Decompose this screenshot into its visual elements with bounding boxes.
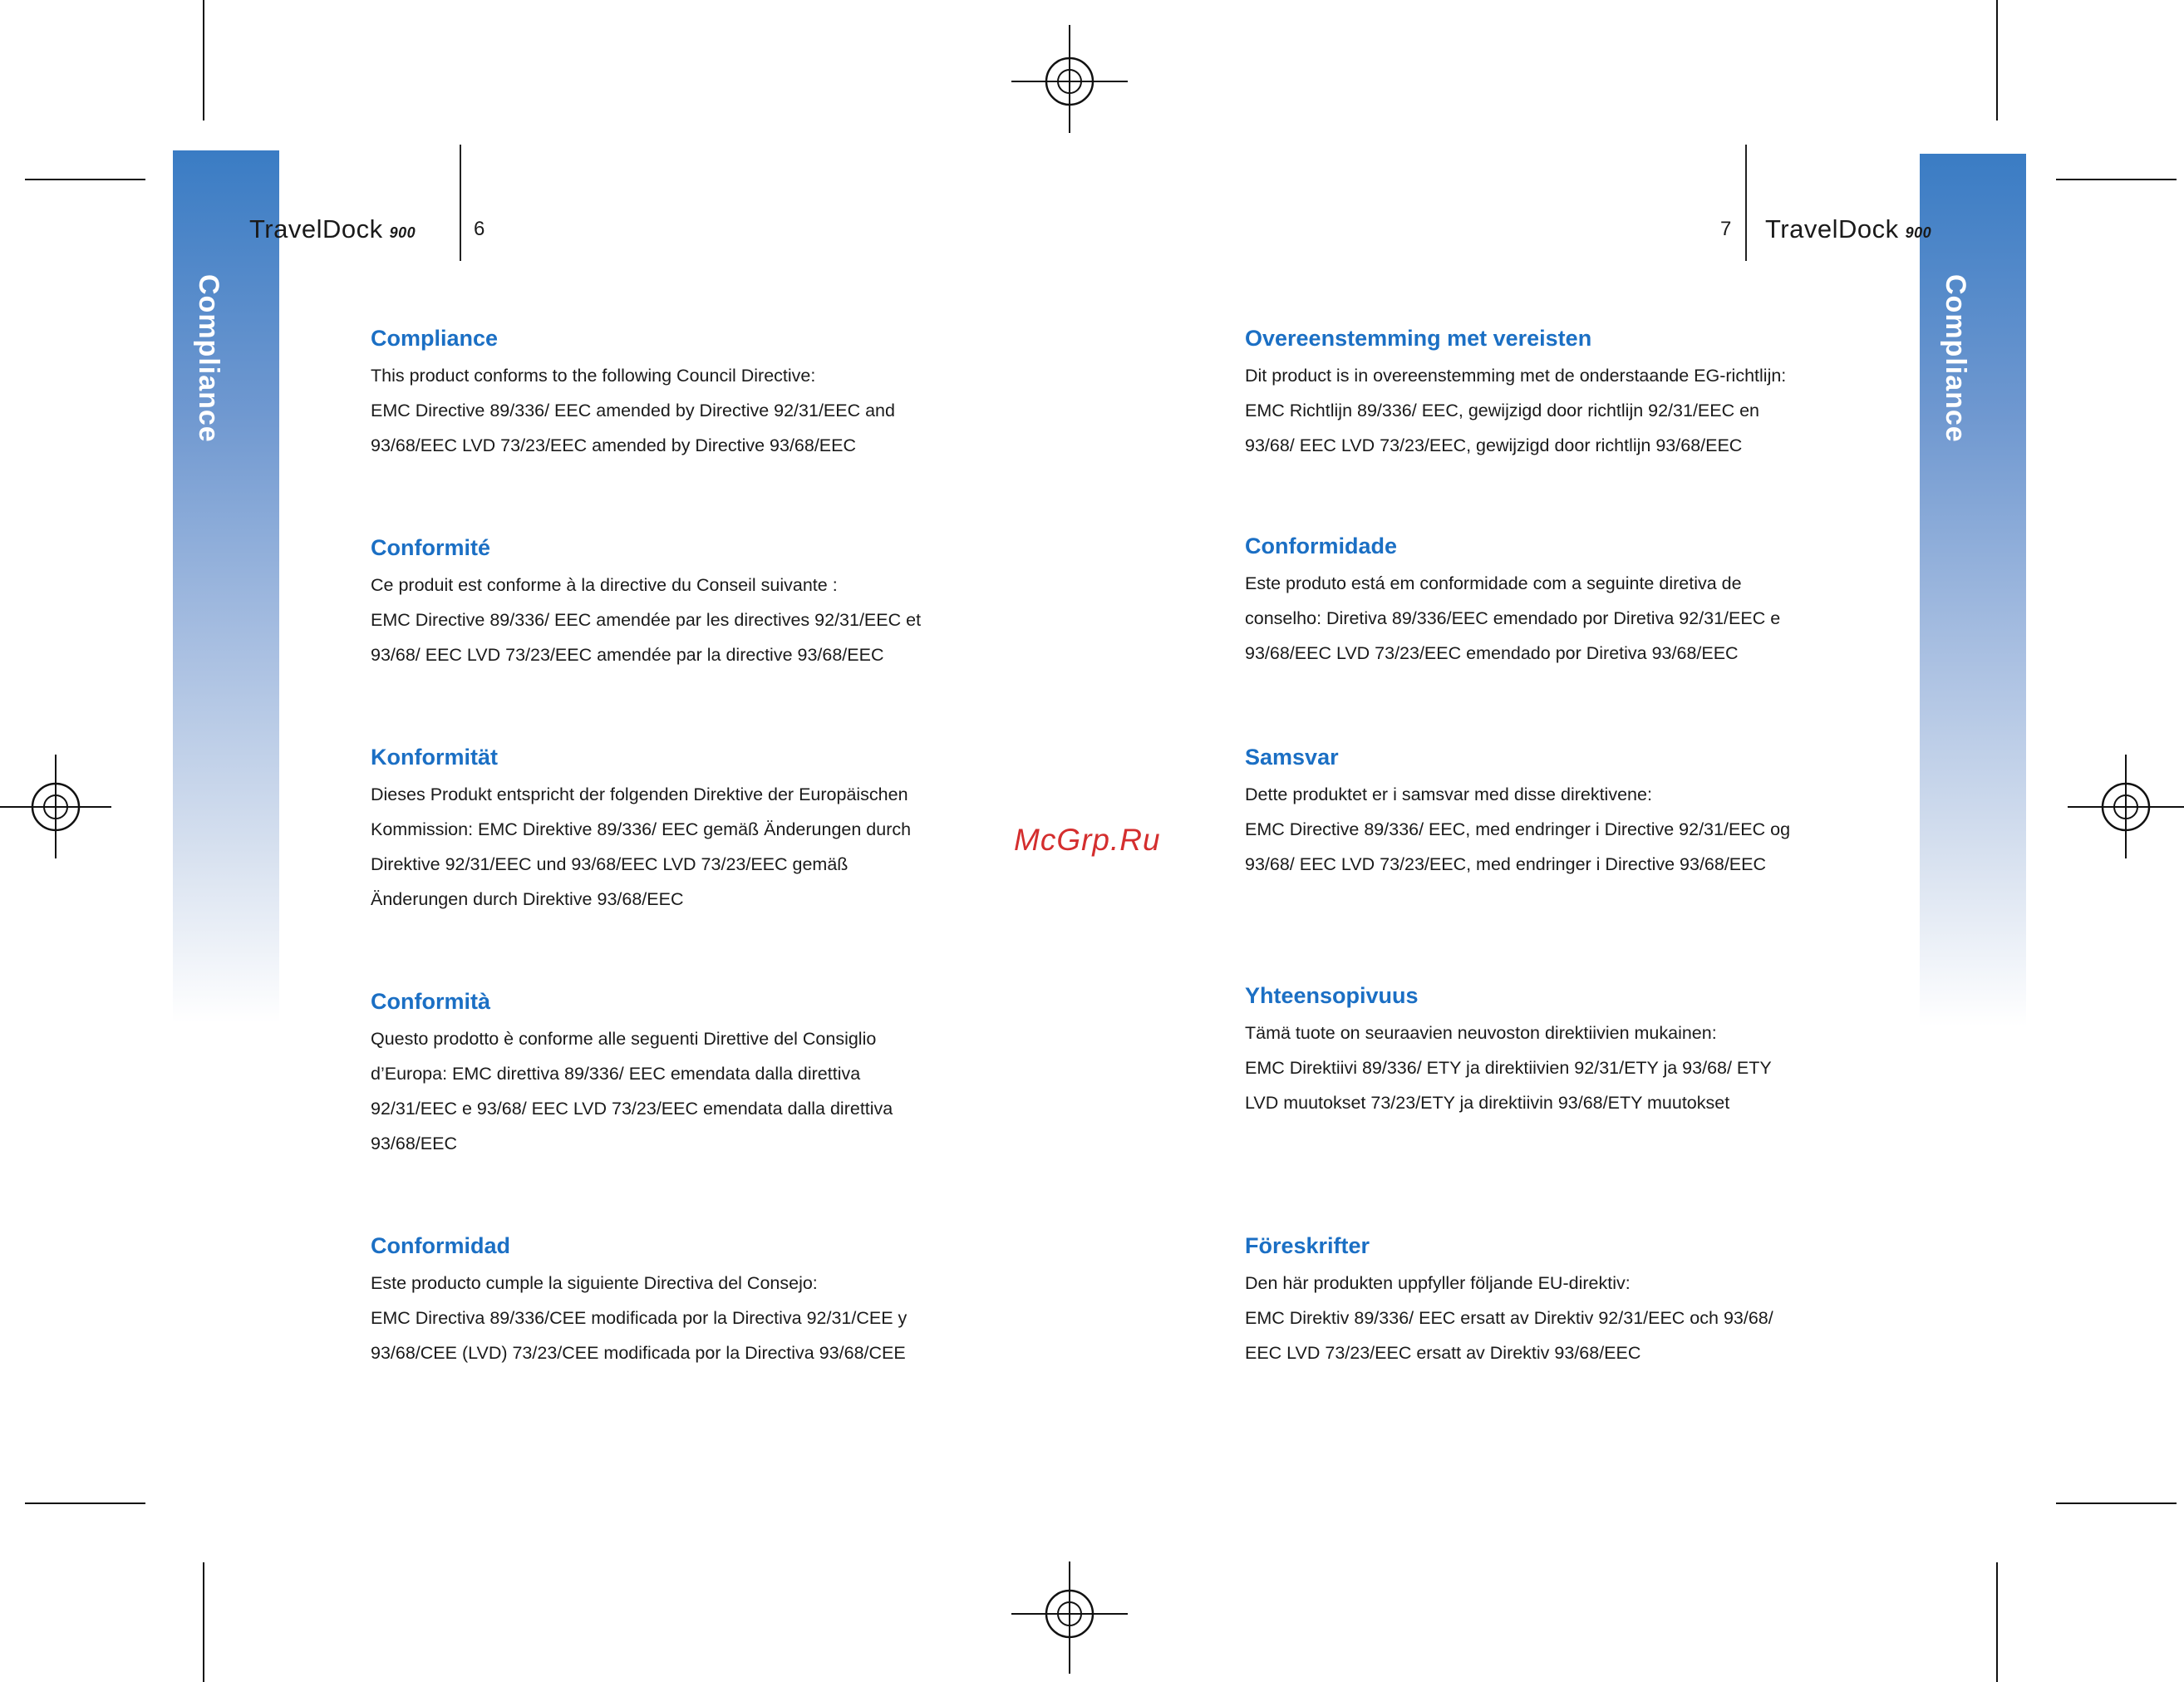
registration-mark-left-icon [0, 750, 116, 867]
brand-name-left: TravelDock [249, 214, 383, 243]
section-line: This product conforms to the following Council Directive: [371, 366, 816, 386]
crop-mark-bottom-right-vertical [1996, 1562, 1998, 1682]
brand-logo-right [1765, 214, 1931, 244]
section-compliance-de [371, 745, 952, 917]
section-line: Este produto está em conformidade com a seguinte diretiva de [1245, 573, 1742, 593]
section-line: 93/68/EEC [371, 1134, 457, 1153]
section-line: EMC Directive 89/336/ EEC amended by Directive 92/31/EEC and [371, 401, 895, 420]
section-line: EMC Richtlijn 89/336/ EEC, gewijzigd door richtlijn 92/31/EEC en [1245, 401, 1760, 420]
section-heading: Samsvar [1245, 745, 1339, 770]
section-line: 93/68/EEC LVD 73/23/EEC amended by Directive 93/68/EEC [371, 435, 857, 455]
section-compliance-fi [1245, 983, 1827, 1120]
section-line: Este producto cumple la siguiente Directiva del Consejo: [371, 1273, 818, 1293]
page-number-right: 7 [1720, 218, 1732, 240]
section-heading: Compliance [371, 326, 499, 351]
section-heading: Conformidade [1245, 534, 1398, 558]
crop-mark-bottom-left-horizontal [25, 1502, 145, 1504]
left-side-tab [173, 150, 279, 1023]
section-compliance-nl [1245, 326, 1827, 463]
section-line: 93/68/EEC LVD 73/23/EEC emendado por Diretiva 93/68/EEC [1245, 643, 1739, 663]
page-number-left: 6 [474, 218, 485, 240]
section-line: conselho: Diretiva 89/336/EEC emendado por Diretiva 92/31/EEC e [1245, 608, 1781, 628]
crop-mark-top-left-vertical [203, 0, 204, 120]
section-line: EMC Directive 89/336/ EEC amendée par les directives 92/31/EEC et [371, 610, 922, 630]
brand-model-right: 900 [1905, 224, 1932, 241]
section-line: EMC Directive 89/336/ EEC, med endringer i Directive 92/31/EEC og [1245, 819, 1791, 839]
section-line: 93/68/ EEC LVD 73/23/EEC, med endringer i Directive 93/68/EEC [1245, 854, 1767, 874]
section-compliance-it [371, 989, 952, 1161]
registration-mark-bottom-icon [1011, 1557, 1128, 1674]
section-heading: Conformità [371, 989, 490, 1014]
left-side-tab-label: Compliance [193, 274, 224, 443]
crop-mark-top-left-horizontal [25, 179, 145, 180]
header-rule-left [460, 145, 461, 261]
section-line: Direktive 92/31/EEC und 93/68/EEC LVD 73/23/EEC gemäß [371, 854, 849, 874]
section-compliance-sv [1245, 1233, 1827, 1370]
section-compliance-fr [371, 535, 952, 672]
section-line: Ce produit est conforme à la directive du Conseil suivante : [371, 575, 838, 595]
section-line: Kommission: EMC Direktive 89/336/ EEC gemäß Änderungen durch [371, 819, 912, 839]
header-rule-right [1745, 145, 1747, 261]
section-compliance-es [371, 1233, 952, 1370]
section-line: Dette produktet er i samsvar med disse direktivene: [1245, 784, 1652, 804]
section-line: d’Europa: EMC direttiva 89/336/ EEC emendata dalla direttiva [371, 1064, 861, 1084]
section-line: Tämä tuote on seuraavien neuvoston direktiivien mukainen: [1245, 1023, 1717, 1043]
section-line: Änderungen durch Direktive 93/68/EEC [371, 889, 684, 909]
section-line: 92/31/EEC e 93/68/ EEC LVD 73/23/EEC emendata dalla direttiva [371, 1099, 893, 1119]
section-line: Den här produkten uppfyller följande EU-direktiv: [1245, 1273, 1631, 1293]
section-heading: Föreskrifter [1245, 1233, 1370, 1258]
section-line: 93/68/CEE (LVD) 73/23/CEE modificada por la Directiva 93/68/CEE [371, 1343, 906, 1363]
section-line: 93/68/ EEC LVD 73/23/EEC amendée par la directive 93/68/EEC [371, 645, 884, 665]
section-compliance-no [1245, 745, 1827, 882]
registration-mark-right-icon [2068, 750, 2184, 867]
right-side-tab-label: Compliance [1940, 274, 1971, 443]
crop-mark-bottom-left-vertical [203, 1562, 204, 1682]
section-compliance-pt [1245, 534, 1827, 671]
section-compliance-en [371, 326, 952, 463]
crop-mark-top-right-horizontal [2056, 179, 2177, 180]
brand-logo-left [249, 214, 416, 244]
section-line: LVD muutokset 73/23/ETY ja direktiivin 93/68/ETY muutokset [1245, 1093, 1730, 1113]
section-line: EEC LVD 73/23/EEC ersatt av Direktiv 93/68/EEC [1245, 1343, 1641, 1363]
section-line: Questo prodotto è conforme alle seguenti Direttive del Consiglio [371, 1029, 877, 1049]
brand-model-left: 900 [389, 224, 416, 241]
section-line: 93/68/ EEC LVD 73/23/EEC, gewijzigd door richtlijn 93/68/EEC [1245, 435, 1743, 455]
section-line: EMC Direktiv 89/336/ EEC ersatt av Direktiv 92/31/EEC och 93/68/ [1245, 1308, 1773, 1328]
section-heading: Yhteensopivuus [1245, 983, 1419, 1008]
section-line: EMC Directiva 89/336/CEE modificada por la Directiva 92/31/CEE y [371, 1308, 908, 1328]
section-heading: Konformität [371, 745, 498, 770]
section-line: Dieses Produkt entspricht der folgenden Direktive der Europäischen [371, 784, 908, 804]
brand-name-right: TravelDock [1765, 214, 1899, 243]
section-heading: Conformité [371, 535, 490, 560]
crop-mark-bottom-right-horizontal [2056, 1502, 2177, 1504]
right-side-tab [1920, 154, 2026, 1026]
crop-mark-top-right-vertical [1996, 0, 1998, 120]
section-heading: Conformidad [371, 1233, 510, 1258]
section-line: EMC Direktiivi 89/336/ ETY ja direktiivien 92/31/ETY ja 93/68/ ETY [1245, 1058, 1772, 1078]
registration-mark-top-icon [1011, 25, 1128, 141]
section-line: Dit product is in overeenstemming met de onderstaande EG-richtlijn: [1245, 366, 1787, 386]
watermark-text: McGrp.Ru [1014, 823, 1161, 857]
section-heading: Overeenstemming met vereisten [1245, 326, 1592, 351]
